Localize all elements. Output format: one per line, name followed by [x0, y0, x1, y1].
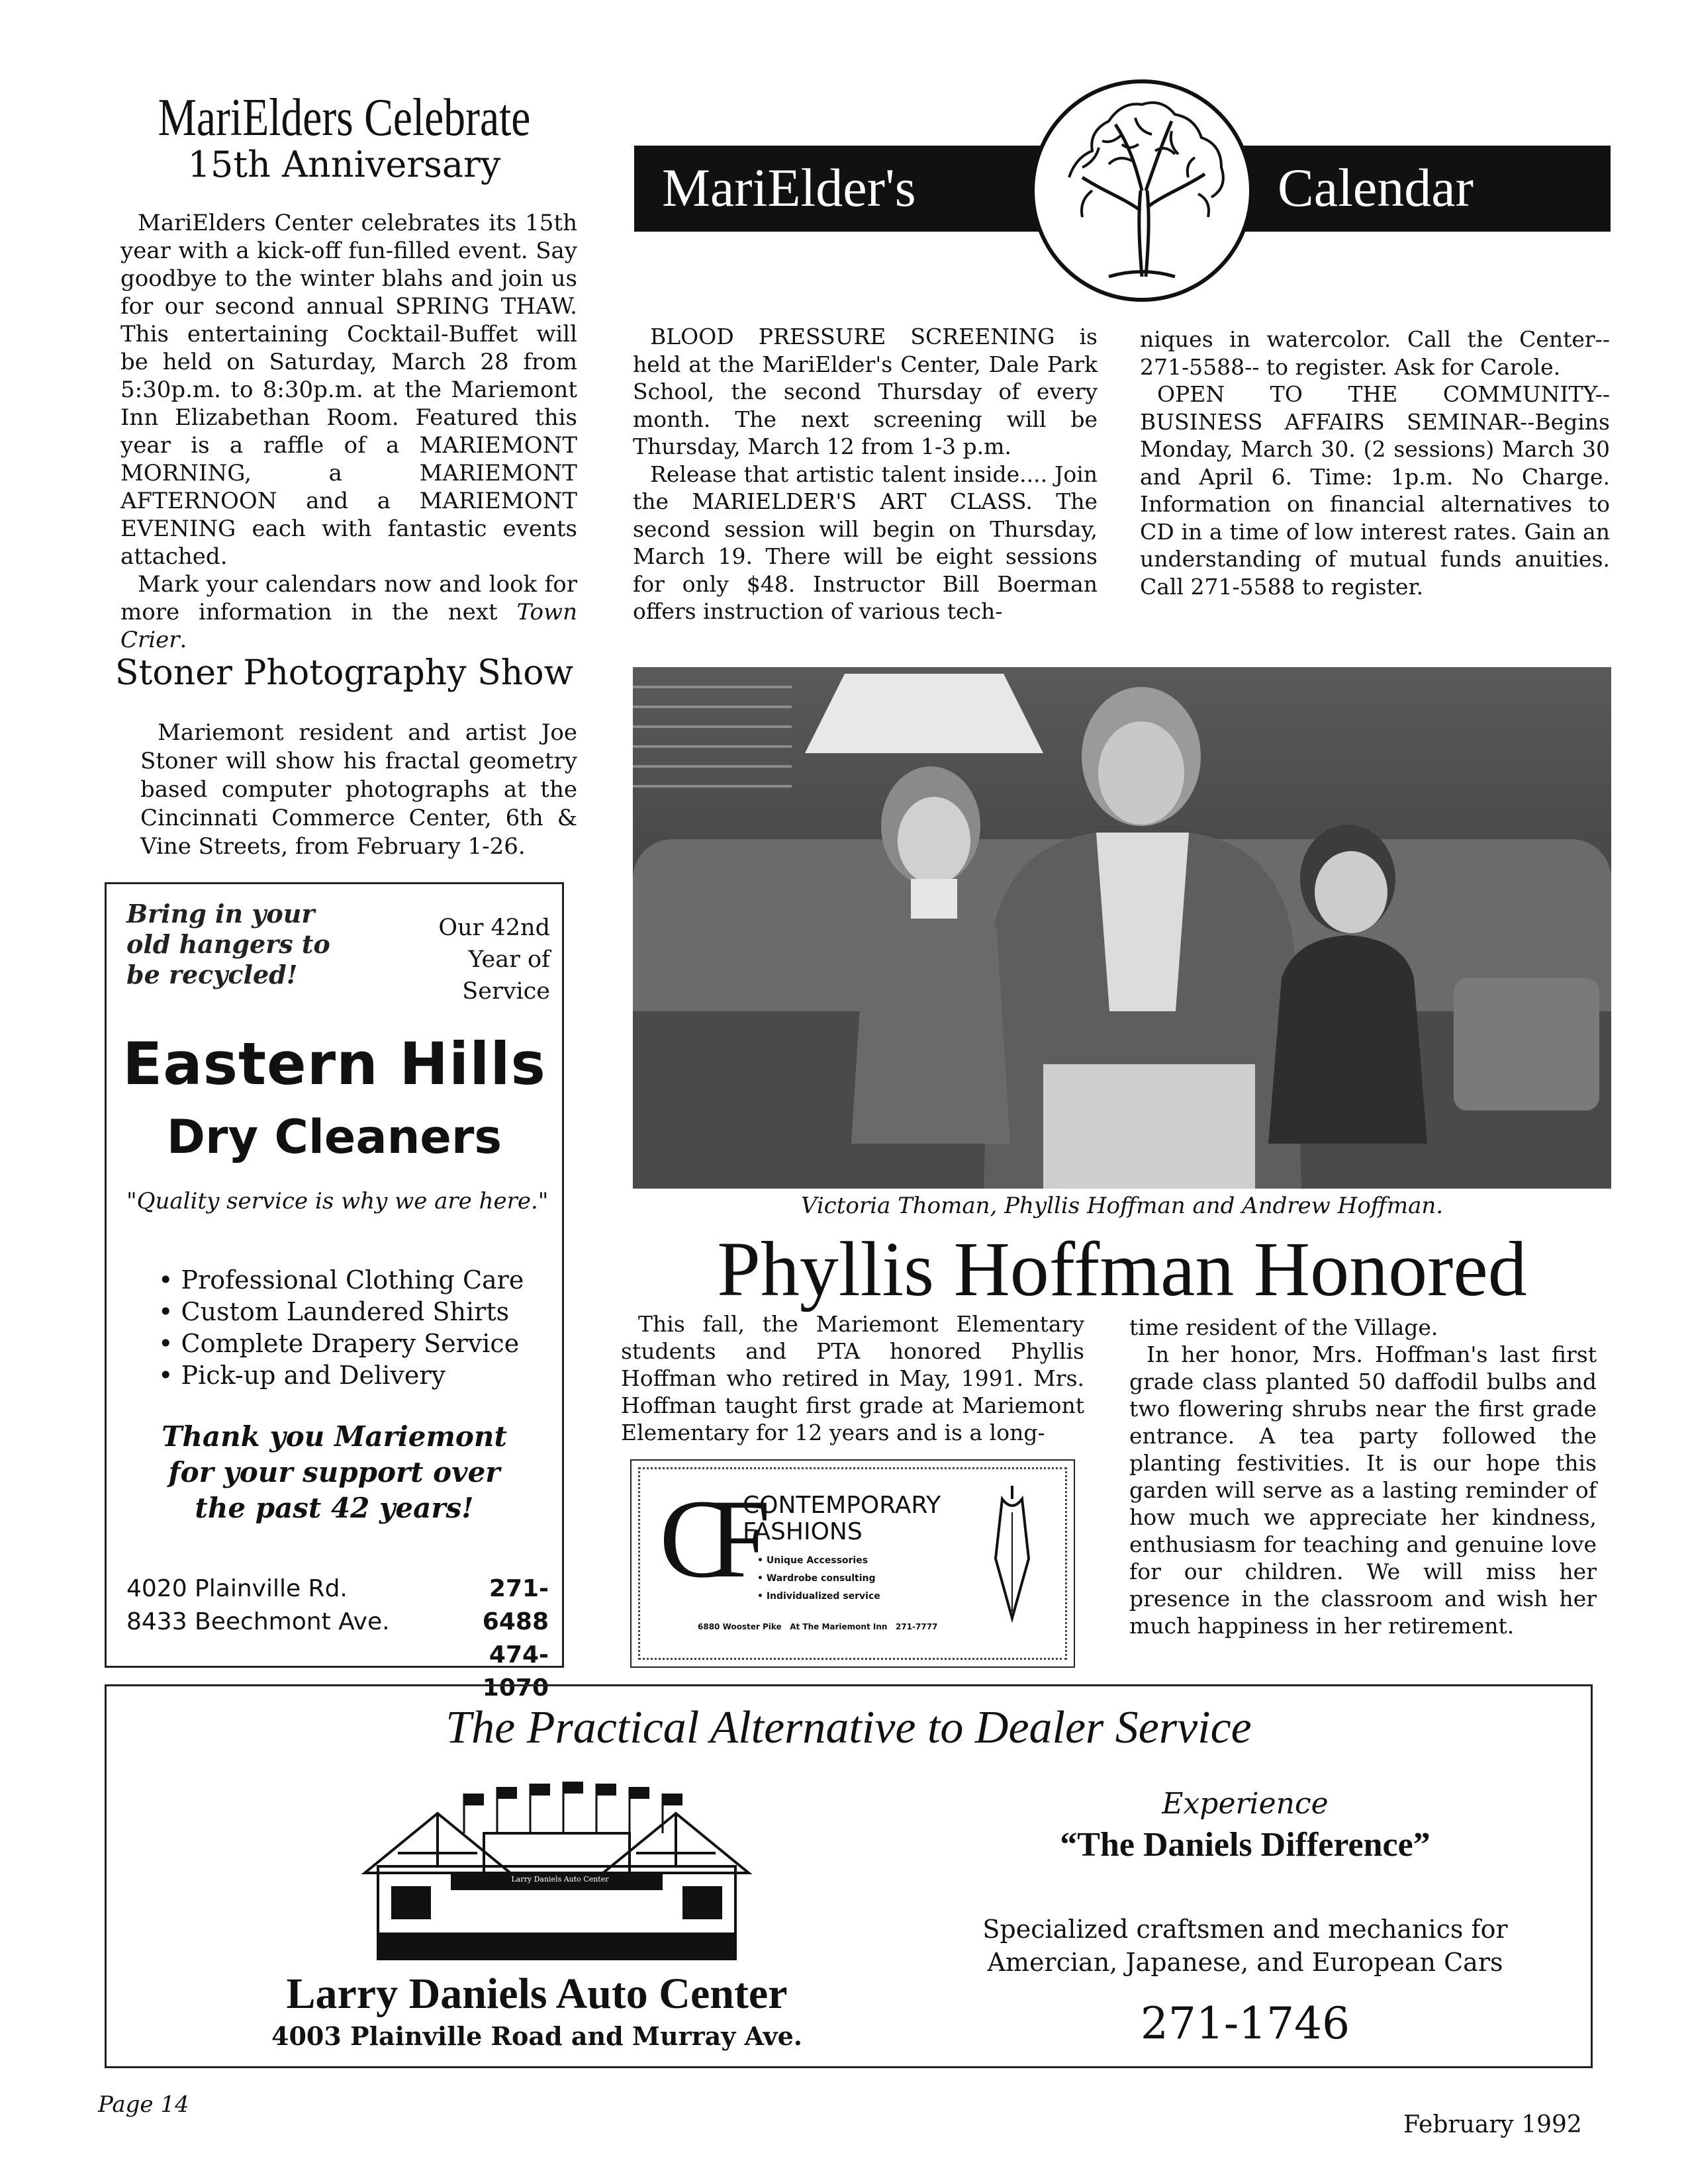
auto-center-building-icon — [352, 1767, 762, 1966]
address-plainville: 4020 Plainville Rd. — [126, 1575, 348, 1602]
business-seminar-paragraph: OPEN TO THE COMMUNITY--BUSINESS AFFAIRS SEMINAR--Begins Monday, March 30. (2 sessions) March 30 and April 6. Time: 1p.m. No Charge. Information on financial alternatives to CD in a time of low interest rates. Gain an understanding of mutual funds anuities. Call 271-5588 to register. — [1140, 381, 1610, 600]
thanks-line-3: the past 42 years! — [195, 1492, 474, 1524]
art-class-paragraph: Release that artistic talent inside.... Join the MARIELDER'S ART CLASS. The second session will begin on Thursday, March 19. There will be eight sessions for only $48. Instructor Bill Boerman offers instruction of various tech- — [633, 461, 1098, 624]
service-item: • Complete Drapery Service — [158, 1329, 520, 1358]
thanks-line-2: for your support over — [168, 1456, 500, 1488]
specialty-line-2: Amercian, Japanese, and European Cars — [987, 1948, 1503, 1977]
service-item: • Professional Clothing Care — [158, 1265, 524, 1295]
daniels-specialty — [967, 1913, 1523, 1979]
dry-cleaners-name: Dry Cleaners — [166, 1110, 502, 1164]
cf-service-item: • Wardrobe consulting — [757, 1573, 876, 1584]
stoner-title: Stoner Photography Show — [115, 653, 574, 693]
phyllis-paragraph-continued: time resident of the Village. — [1129, 1314, 1438, 1340]
eastern-hills-name: Eastern Hills — [122, 1030, 546, 1098]
photo-caption: Victoria Thoman, Phyllis Hoffman and Andrew Hoffman. — [800, 1193, 1444, 1219]
cf-logo: CF — [659, 1477, 744, 1601]
cf-name-line-2: FASHIONS — [743, 1518, 863, 1545]
phone-plainville: 271-6488 — [482, 1575, 549, 1635]
service-item: • Pick-up and Delivery — [158, 1361, 445, 1390]
daniels-address: 4003 Plainville Road and Murray Ave. — [271, 2021, 802, 2051]
banner-calendar: Calendar — [1278, 158, 1474, 218]
cf-services — [757, 1552, 880, 1606]
cf-name-line-1: CONTEMPORARY — [743, 1492, 941, 1519]
services-list — [158, 1264, 555, 1391]
daniels-headline: The Practical Alternative to Dealer Service — [445, 1702, 1252, 1753]
phyllis-paragraph-1: This fall, the Mariemont Elementary students and PTA honored Phyllis Hoffman who retired in May, 1991. Mrs. Hoffman taught first grade at Mariemont Elementary for 12 years and is a long- — [621, 1311, 1084, 1445]
larry-daniels-ad — [105, 1684, 1593, 2068]
cf-service-item: • Individualized service — [757, 1591, 880, 1602]
stoner-article — [140, 719, 577, 861]
art-class-continued: niques in watercolor. Call the Center-- 271-5588-- to register. Ask for Carole. — [1140, 326, 1610, 380]
years-line-2: Year of — [468, 946, 550, 973]
building-sign-text: Larry Daniels Auto Center — [511, 1875, 609, 1884]
cf-name — [743, 1492, 941, 1545]
years-line-1: Our 42nd — [438, 915, 550, 941]
phyllis-paragraph-2: In her honor, Mrs. Hoffman's last first grade class planted 50 daffodil bulbs and two flowering shrubs near the first grade entrance. A tea party followed the planting festivities. It is our hope this garden will serve as a lasting reminder of how much we appreciate her kindness, enthusiasm for teaching and genuine love for our children. We will miss her presence in the classroom and wish her much happiness in her retirement. — [1129, 1342, 1597, 1639]
marielders-paragraph-2 — [120, 570, 577, 654]
eastern-hills-ad — [105, 882, 564, 1702]
eastern-tagline: "Quality service is why we are here." — [126, 1188, 549, 1214]
phyllis-column-1 — [621, 1310, 1084, 1446]
marielders-subtitle: 15th Anniversary — [187, 144, 501, 185]
years-line-3: Service — [462, 978, 550, 1005]
marielders-article — [120, 209, 577, 654]
town-crier-title: Town Crier — [120, 599, 577, 653]
hangers-recycle-note: Bring in your old hangers to be recycled! — [126, 899, 330, 989]
thank-you-message — [107, 1419, 562, 1526]
marielders-paragraph-2-end: . — [179, 627, 187, 653]
contemporary-fashions-ad — [630, 1459, 1075, 1668]
service-item: • Custom Laundered Shirts — [158, 1297, 510, 1326]
cf-address: 6880 Wooster Pike At The Mariemont Inn 271-7777 — [698, 1622, 938, 1631]
blood-pressure-paragraph: BLOOD PRESSURE SCREENING is held at the MariElder's Center, Dale Park School, the second Thursday of every month. The next screening will be Thursday, March 12 from 1-3 p.m. — [633, 324, 1098, 459]
marielders-paragraph-2-text: Mark your calendars now and look for more information in the next — [120, 571, 577, 625]
eastern-addresses — [126, 1572, 390, 1639]
specialty-line-1: Specialized craftsmen and mechanics for — [982, 1915, 1508, 1944]
cf-service-item: • Unique Accessories — [757, 1555, 868, 1566]
daniels-phone: 271-1746 — [1140, 1998, 1350, 2049]
banner-marielders: MariElder's — [662, 158, 916, 218]
address-beechmont: 8433 Beechmont Ave. — [126, 1608, 390, 1635]
calendar-column-1 — [633, 323, 1098, 625]
daniels-difference: “The Daniels Difference” — [1060, 1826, 1430, 1864]
tree-logo-icon — [1029, 78, 1254, 303]
marielders-title: MariElders Celebrate — [158, 89, 531, 147]
page-number: Page 14 — [98, 2091, 189, 2118]
phyllis-title: Phyllis Hoffman Honored — [717, 1226, 1527, 1312]
marielders-paragraph-1: MariElders Center celebrates its 15th year with a kick-off fun-filled event. Say goodbye to the winter blahs and join us for our second annual SPRING THAW. This entertaining Cocktail-Buffet will be held on Saturday, March 28 from 5:30p.m. to 8:30p.m. at the Mariemont Inn Elizabethan Room. Featured this year is a raffle of a MARIEMONT MORNING, a MARIEMONT AFTERNOON and a MARIEMONT EVENING each with fantastic events attached. — [120, 210, 577, 570]
thanks-line-1: Thank you Mariemont — [162, 1420, 507, 1453]
experience-label: Experience — [1162, 1787, 1329, 1821]
phyllis-column-2 — [1129, 1314, 1597, 1639]
years-of-service — [418, 912, 550, 1007]
issue-date: February 1992 — [1403, 2111, 1582, 2138]
phone-beechmont: 474-1070 — [482, 1641, 549, 1702]
dress-form-icon — [989, 1479, 1035, 1631]
hoffman-family-photo — [633, 667, 1611, 1189]
stoner-paragraph: Mariemont resident and artist Joe Stoner will show his fractal geometry based computer photographs at the Cincinnati Commerce Center, 6th & Vine Streets, from February 1-26. — [140, 719, 577, 860]
calendar-column-2 — [1140, 326, 1610, 600]
daniels-name: Larry Daniels Auto Center — [286, 1970, 788, 2018]
